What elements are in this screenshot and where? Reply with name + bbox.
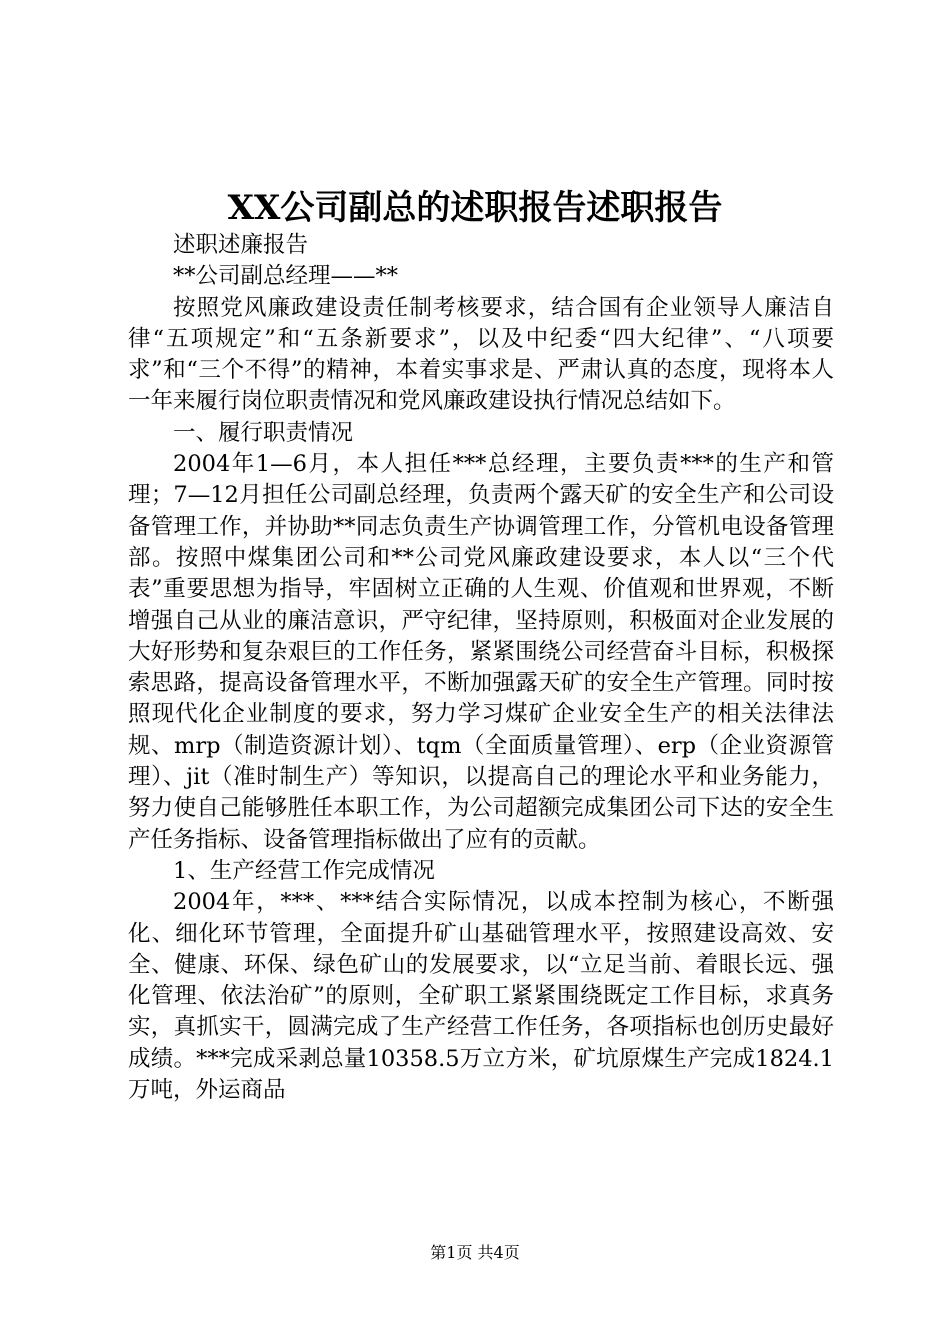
section-heading-production: 1、生产经营工作完成情况 — [173, 857, 435, 884]
page-footer: 第1页 共4页 — [430, 1243, 520, 1262]
subtitle-author: **公司副总经理——** — [173, 263, 399, 290]
document-title: XX公司副总的述职报告述职报告 — [227, 188, 723, 228]
document-body — [128, 230, 834, 1106]
intro-paragraph: 按照党风廉政建设责任制考核要求，结合国有企业领导人廉洁自律“五项规定”和“五条新要求”，以及中纪委“四大纪律”、“八项要求”和“三个不得”的精神，本着实事求是、严肃认真的态度，现将本人一年来履行岗位职责情况和党风廉政建设执行情况总结如下。 — [128, 294, 834, 415]
production-paragraph: 2004年，***、***结合实际情况，以成本控制为核心，不断强化、细化环节管理，全面提升矿山基础管理水平，按照建设高效、安全、健康、环保、绿色矿山的发展要求，以“立足当前、着眼长远、强化管理、依法治矿”的原则，全矿职工紧紧围绕既定工作目标，求真务实，真抓实干，圆满完成了生产经营工作任务，各项指标也创历史最好成绩。***完成采剥总量10358.5万立方米，矿坑原煤生产完成1824.1万吨，外运商品 — [128, 889, 834, 1104]
section-heading-duties: 一、履行职责情况 — [173, 419, 354, 446]
subtitle-report-type: 述职述廉报告 — [173, 232, 309, 258]
duties-paragraph: 2004年1—6月，本人担任***总经理，主要负责***的生产和管理；7—12月担任公司副总经理，负责两个露天矿的安全生产和公司设备管理工作，并协助**同志负责生产协调管理工作，分管机电设备管理部。按照中煤集团公司和**公司党风廉政建设要求，本人以“三个代表”重要思想为指导，牢固树立正确的人生观、价值观和世界观，不断增强自己从业的廉洁意识，严守纪律，坚持原则，积极面对企业发展的大好形势和复杂艰巨的工作任务，紧紧围绕公司经营奋斗目标，积极探索思路，提高设备管理水平，不断加强露天矿的安全生产管理。同时按照现代化企业制度的要求，努力学习煤矿企业安全生产的相关法律法规、mrp（制造资源计划）、tqm（全面质量管理）、erp（企业资源管理）、jit（准时制生产）等知识，以提高自己的理论水平和业务能力，努力使自己能够胜任本职工作，为公司超额完成集团公司下达的安全生产任务指标、设备管理指标做出了应有的贡献。 — [128, 451, 834, 853]
